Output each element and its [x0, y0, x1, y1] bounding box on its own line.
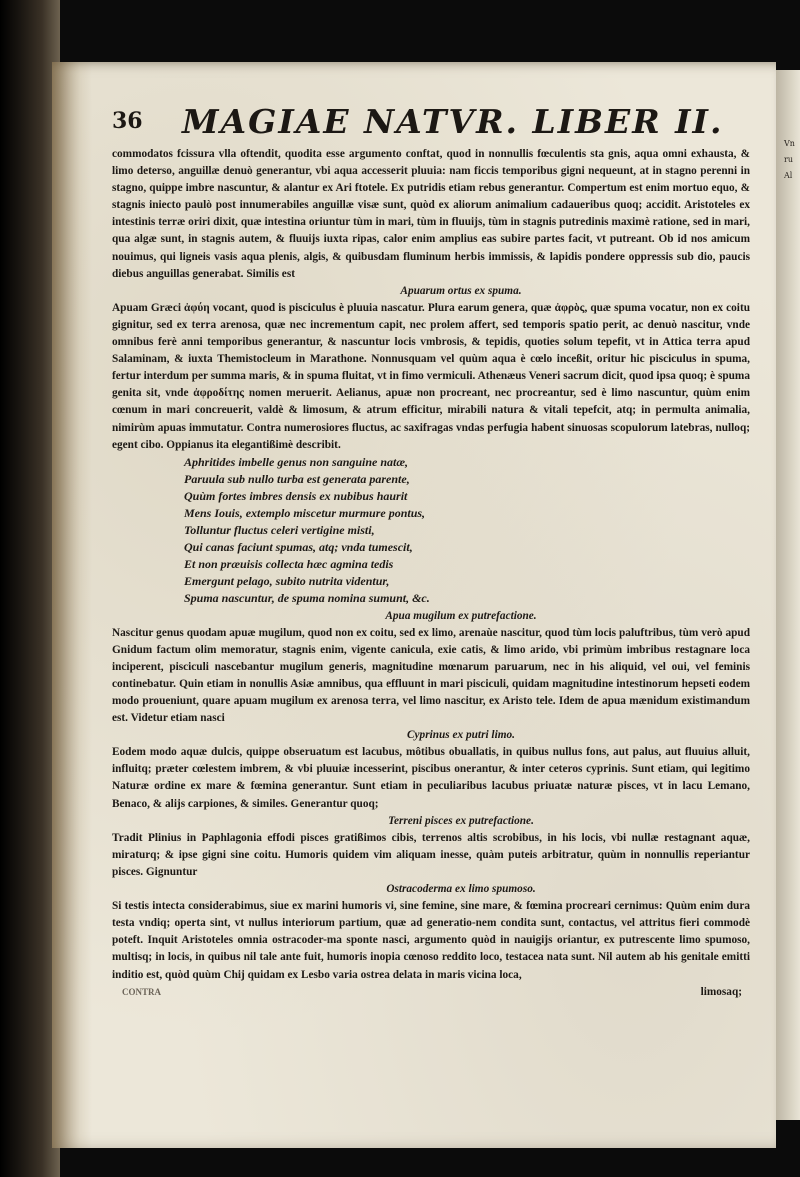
verse-line: Emergunt pelago, subito nutrita videntur,: [184, 574, 390, 589]
book-binding-shadow: [0, 0, 60, 1177]
running-head: [112, 102, 736, 141]
bleed-through-text: CONTRA: [122, 986, 162, 997]
section-heading: Cyprinus ex putri limo.: [407, 729, 515, 742]
paragraph: Si testis intecta considerabimus, siue ex marini humoris vi, sine femine, sine mare, & fœmina procreari cernimus: Quùm enim dura testa vndiq; operta sint, vt nullus interiorum partium, quæ ad generatio-nem condita sunt, contactus, vel attritus fieri commodè poteft. Inquit Aristoteles omnia ostracoder-ma sponte nasci, argumento quòd in nauigijs oriantur, ex putrescente limo spumoso, multisq; in locis, in quibus nil tale ante fuit, humoris inopia cœnoso reddito loco, testacea nata sunt. Nil autem ab his genitale emitti inditio est, quòd quùm Chij quidam ex Lesbo varia ostrea delata in maris vicina loca,: [112, 900, 750, 981]
verse-line: Qui canas faciunt spumas, atq; vnda tumescit,: [184, 540, 413, 555]
verse-line: Aphritides imbelle genus non sanguine natæ,: [184, 454, 409, 469]
running-title: MAGIAE NATVR. LIBER II.: [182, 102, 724, 141]
verse-line: Quùm fortes imbres densis ex nubibus haurit: [184, 488, 408, 503]
catchword-line: [112, 984, 750, 1001]
next-page-fragment: Vn: [784, 139, 795, 148]
verse-line: Spuma nascuntur, de spuma nomina sumunt, &c.: [184, 591, 430, 606]
verse-line: Tolluntur fluctus celeri vertigine misti,: [184, 523, 375, 538]
verse-line: Et non præuisis collecta hæc agmina tedis: [184, 557, 394, 572]
book-page: [52, 62, 776, 1148]
paragraph: Nascitur genus quodam apuæ mugilum, quod non ex coitu, sed ex limo, arenaùe nascitur, quod tùm locis paluftribus, tùm verò apud Gnidum factum olim memoratur, stagnis enim, vigente canicula, exie catis, & limo arido, vbi primùm imbribus restagnare loca inciperent, pisciculi nascebantur mugilum generis, magnitudine mœnarum paruarum, nec in his aliquid, vel oui, vel feminis continebatur. Quin etiam in nonullis Asiæ amnibus, qua effluunt in mari pisciculi, quidam magnitudine intestinorum hepseti eodem modo proueniunt, quare apuam mugilum ex arenosa terra, vel limo nascitur, ex Aristo tele. Idem de apua mænidum existimandum est. Videtur etiam nasci: [112, 626, 750, 725]
verse-line: Paruula sub nullo turba est generata parente,: [184, 471, 410, 486]
paragraph: Eodem modo aquæ dulcis, quippe obseruatum est lacubus, môtibus obuallatis, in quibus nullus fons, aut palus, aut fluuius alluit, influitq; præter cœlestem imbrem, & vbi pluuiæ incesserint, piscibus onerantur, & inter ceteros cyprinis. Sunt etiam, qui legitimo Naturæ ordine ex mare & fœmina generantur. Sunt etiam in peculiaribus lacubus priuatæ naturæ pisces, vt in lacu Lemano, Benaco, & alijs carpiones, & similes. Generantur quoq;: [112, 746, 750, 810]
paragraph: commodatos fcissura vlla oftendit, quodita esse argumento conftat, quod in nonnullis fœculentis sta gnis, aqua omni exhausta, & limo deterso, anguillæ denuò generantur, vbi aqua accesserit pluuia: nam ficcis temporibus gigni nequeunt, at in stagno perenni in stagno, quippe imbre nascuntur, & alantur ex Ari ftotele. Ex putridis etiam rebus generantur. Compertum est enim mortuo equo, & stagnis iniecto paulò post innumerabiles anguillæ visæ sunt, quòd ex aliorum animalium cadaueribus quoq; accidit. Aristoteles ex intestinis terræ oriri dixit, quæ intestina oriuntur tùm in mari, tùm in fluuijs, tùm in stagnis putredinis maximè ratione, sed in mari, qua algæ sunt, in stagnis autem, & fluuijs iuxta ripas, calor enim amplius eas subire partes facit, vt putreant. Ob id nos amicum nouimus, qui ligneis vasis aqua plenis, algis, & quibusdam fluminum herbis immissis, & lapidis pondere oppressis sub dio, paucis diebus anguillas generabat. Similis est: [112, 148, 750, 280]
section-heading: Ostracoderma ex limo spumoso.: [386, 883, 536, 896]
section-heading: Apuarum ortus ex spuma.: [400, 284, 522, 297]
section-heading: Terreni pisces ex putrefactione.: [388, 814, 534, 827]
catchword: limosaq;: [700, 985, 742, 998]
body-text: [112, 146, 750, 1001]
gutter-stain: [52, 62, 92, 1148]
next-page-fragment: Al: [784, 171, 793, 180]
next-page-edge: [774, 70, 800, 1120]
section-heading: Apua mugilum ex putrefactione.: [385, 609, 537, 622]
verse-line: Mens Iouis, extemplo miscetur murmure pontus,: [184, 505, 426, 520]
next-page-fragment: ru: [784, 155, 793, 164]
paragraph: Apuam Græci ἀφύη vocant, quod is pisciculus è pluuia nascatur. Plura earum genera, quæ ἀφρὸς, quæ spuma vocatur, non ex coitu gignitur, sed ex terra arenosa, quæ nec incrementum capit, nec prolem affert, sed temporis spatio perit, ac denuò nascitur, vnde omnibus ferè anni temporibus generantur, & nascuntur locis vmbrosis, & tepidis, quoties solum tepefit, vt in Attica terra apud Salaminam, & iuxta Themistocleum in Marathone. Nonnusquam vel quùm aqua è cœlo inceßit, oritur hic pisciculus in spuma, fertur interdum per summa maris, & in spuma fluitat, vt in fimo vermiculi. Athenæus Veneri sacrum dicit, quod ipsa quoq; è spuma genita sit, vnde ἀφροδίτης nomen meruerit. Aelianus, apuæ non procreant, nec procreantur, sed è limo nascuntur, quùm enim cœnum in mari concreuerit, valdè & limosum, & atrum efficitur, mirabili natura & vitali tepefcit, atq; in permulta animalia, nimirùm apuas immutatur. Contra numerosiores fluctus, ac saxifragas vndas perfugia habent sinuosas scopulorum latebras, nulloq; egent cibo. Oppianus ita elegantißimè describit.: [112, 301, 750, 451]
page-number: 36: [112, 108, 143, 134]
paragraph: Tradit Plinius in Paphlagonia effodi pisces gratißimos cibis, terrenos altis scrobibus, in his locis, vbi nullæ restagnant aquæ, miraturq; & ipse gigni sine coitu. Humoris quidem vim aliquam inesse, quàm puteis arbitratur, quùm in nonnullis reperiantur pisces. Gignuntur: [112, 831, 750, 878]
